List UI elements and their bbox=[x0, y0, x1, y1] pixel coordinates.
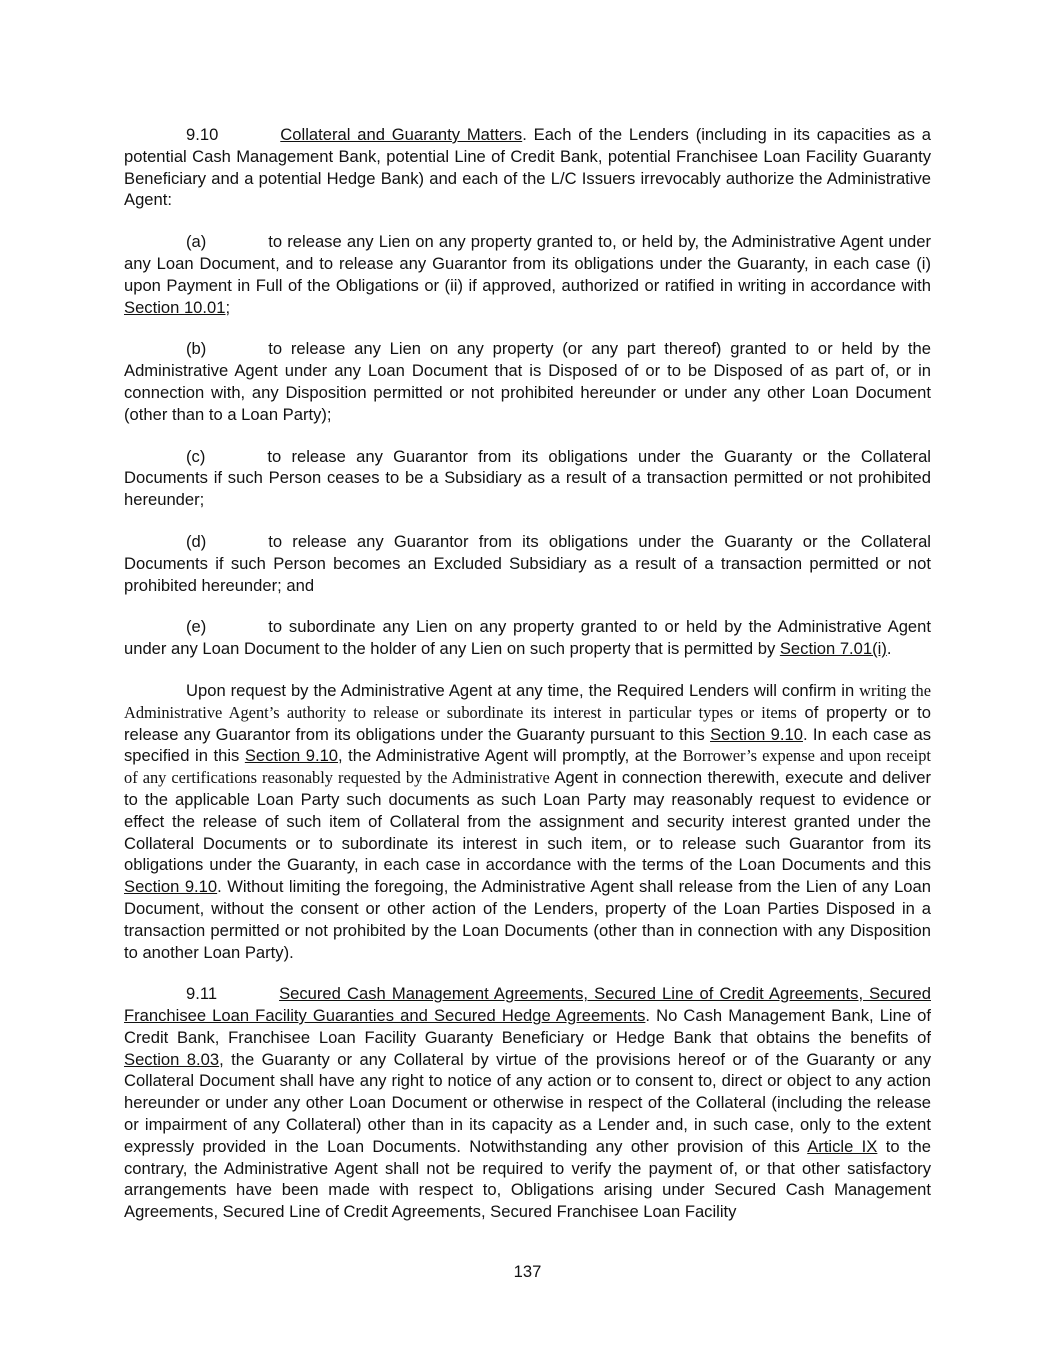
clause-label: (e) bbox=[186, 617, 207, 637]
clause-label: (c) bbox=[186, 446, 206, 466]
section-9-11-paragraph bbox=[124, 983, 931, 1223]
section-heading: Secured Cash Management Agreements, Secured Line of Credit Agreements, Secured Franchisee Loan Facility Guaranties and Secured Hedge Agreements bbox=[124, 984, 931, 1026]
clause-a bbox=[124, 231, 931, 318]
paragraph-text: to the contrary, the Administrative Agent shall not be required to verify the payment of, or that other satisfactory arrangements have been made with respect to, Obligations arising under Secured Cash Management Agreements, Secured Line of Credit Agreements, Secured Franchisee Loan Facility bbox=[124, 1136, 931, 1222]
clause-d bbox=[124, 531, 931, 596]
clause-text: to subordinate any Lien on any property granted to or held by the Administrative Agent under any Loan Document to the holder of any Lien on such property that is permitted by bbox=[124, 617, 931, 659]
article-reference: Article IX bbox=[807, 1136, 878, 1156]
paragraph-text-serif: Borrower’s expense and upon receipt of any certifications reasonably requested by the Administrative bbox=[124, 746, 931, 788]
paragraph-text: . Without limiting the foregoing, the Administrative Agent shall release from the Lien of any Loan Document, without the consent or other action of the Lenders, property of the Loan Parties Disposed in a transaction permitted or not prohibited by the Loan Documents (other than in connection with any Disposition to another Loan Party). bbox=[124, 877, 931, 962]
clause-b bbox=[124, 338, 931, 425]
section-number: 9.11 bbox=[186, 984, 218, 1004]
paragraph-text: , the Guaranty or any Collateral by virtue of the provisions hereof or of the Guaranty or any Collateral Document shall have any right to notice of any action or to consent to, direct or object to any action hereunder or under any other Loan Document or otherwise in respect of the Collateral (including the release or impairment of any Collateral) other than in its capacity as a Lender and, in such case, only to the extent expressly provided in the Loan Documents. Notwithstanding any other provision of this bbox=[124, 1049, 931, 1156]
paragraph-text-serif: writing the Administrative Agent’s authority to release or subordinate its interest in particular types or items bbox=[124, 680, 931, 722]
paragraph-text: . In each case as specified in this bbox=[124, 724, 931, 766]
section-reference: Section 10.01 bbox=[124, 297, 226, 317]
section-reference: Section 9.10 bbox=[710, 724, 803, 744]
upon-request-paragraph bbox=[124, 680, 931, 963]
section-intro-text: . Each of the Lenders (including in its capacities as a potential Cash Management Bank, potential Line of Credit Bank, potential Franchisee Loan Facility Guaranty Beneficiary and a potential Hedge Bank) and each of the L/C Issuers irrevocably authorize the Administrative Agent: bbox=[124, 125, 931, 210]
paragraph-text: of property or to release any Guarantor from its obligations under the Guaranty pursuant to this bbox=[124, 702, 931, 744]
section-reference: Section 9.10 bbox=[124, 877, 218, 897]
clause-label: (a) bbox=[186, 232, 207, 252]
section-9-10-paragraph bbox=[124, 124, 931, 211]
clause-text: to release any Guarantor from its obligations under the Guaranty or the Collateral Documents if such Person becomes an Excluded Subsidiary as a result of a transaction permitted or not prohibited hereunder; and bbox=[124, 531, 931, 595]
section-number: 9.10 bbox=[186, 125, 219, 144]
document-page bbox=[124, 124, 931, 1223]
clause-text: to release any Lien on any property (or any part thereof) granted to or held by the Administrative Agent under any Loan Document that is Disposed of or to be Disposed of as part of, or in connection with, any Disposition permitted or not prohibited hereunder or under any other Loan Document (other than to a Loan Party); bbox=[124, 339, 931, 424]
section-reference: Section 8.03 bbox=[124, 1049, 220, 1069]
clause-label: (b) bbox=[186, 339, 207, 359]
clause-tail: . bbox=[886, 639, 892, 659]
paragraph-text: . No Cash Management Bank, Line of Credit Bank, Franchisee Loan Facility Guaranty Beneficiary or Hedge Bank that obtains the benefits of bbox=[124, 1006, 931, 1047]
page-number: 137 bbox=[513, 1262, 542, 1281]
clause-tail: ; bbox=[225, 297, 231, 317]
clause-label: (d) bbox=[186, 531, 207, 551]
paragraph-text: Upon request by the Administrative Agent at any time, the Required Lenders will confirm in bbox=[186, 680, 860, 700]
clause-c bbox=[124, 446, 931, 511]
section-reference: Section 9.10 bbox=[244, 746, 339, 766]
clause-text: to release any Lien on any property granted to, or held by, the Administrative Agent under any Loan Document, and to release any Guarantor from its obligations under the Guaranty, in each case (i) upon Payment in Full of the Obligations or (ii) if approved, authorized or ratified in writing in accordance with bbox=[124, 232, 931, 295]
clause-text: to release any Guarantor from its obligations under the Guaranty or the Collateral Documents if such Person ceases to be a Subsidiary as a result of a transaction permitted or not prohibited hereunder; bbox=[124, 446, 931, 510]
section-heading: Collateral and Guaranty Matters bbox=[280, 125, 523, 144]
paragraph-text: Agent in connection therewith, execute and deliver to the applicable Loan Party such documents as such Loan Party may reasonably request to evidence or effect the release of such item of Collateral from the assignment and security interest granted under the Collateral Documents or to subordinate its interest in such item, or to release such Guarantor from its obligations under the Guaranty, in each case in accordance with the terms of the Loan Documents and this bbox=[124, 768, 931, 875]
clause-e bbox=[124, 616, 931, 660]
section-reference: Section 7.01(i) bbox=[779, 639, 887, 659]
paragraph-text: , the Administrative Agent will promptly, at the bbox=[338, 746, 683, 766]
